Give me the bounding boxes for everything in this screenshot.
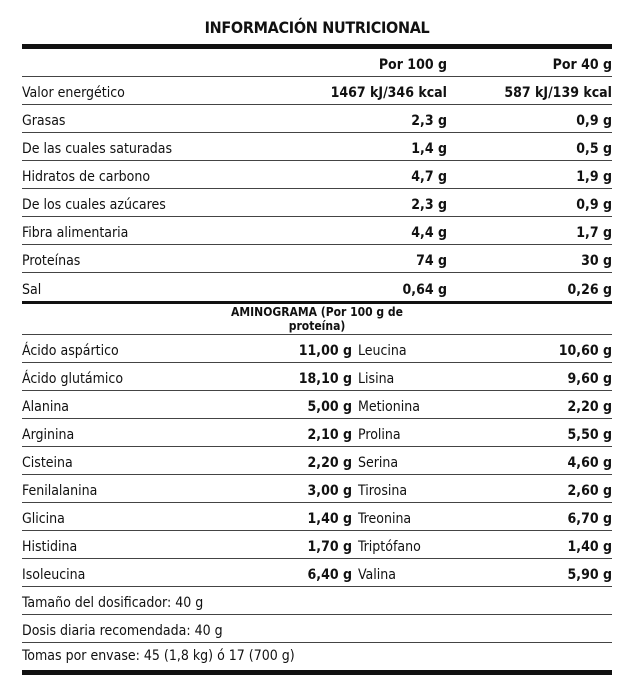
nutrient-name: Valor energético	[22, 85, 125, 101]
amino-name: Alanina	[22, 399, 70, 415]
nutrient-name: Proteínas	[22, 253, 81, 269]
amino-name: Lisina	[358, 371, 395, 387]
table-row	[22, 391, 612, 419]
amino-value: 5,90 g	[567, 567, 612, 583]
nutrition-label	[22, 0, 612, 675]
amino-value: 5,50 g	[567, 427, 612, 443]
label-title: INFORMACIÓN NUTRICIONAL	[204, 18, 430, 37]
nutrient-per100: 4,4 g	[411, 225, 447, 241]
nutrient-name: Sal	[22, 282, 42, 298]
amino-name: Leucina	[358, 343, 407, 359]
servings-per-container: Tomas por envase: 45 (1,8 kg) ó 17 (700 g)	[22, 643, 612, 675]
nutrient-per40: 1,9 g	[576, 169, 612, 185]
nutrient-per40: 0,9 g	[576, 113, 612, 129]
amino-value: 4,60 g	[567, 455, 612, 471]
amino-name: Glicina	[22, 511, 65, 527]
nutrient-per40: 587 kJ/139 kcal	[504, 85, 612, 101]
table-row	[22, 559, 612, 587]
amino-value: 2,20 g	[567, 399, 612, 415]
serving-size: Tamaño del dosificador: 40 g	[22, 587, 612, 615]
nutrient-per100: 4,7 g	[411, 169, 447, 185]
table-row	[22, 273, 612, 301]
nutrient-per40: 0,9 g	[576, 197, 612, 213]
amino-value: 6,70 g	[567, 511, 612, 527]
amino-value: 1,70 g	[307, 539, 352, 555]
amino-name: Triptófano	[358, 539, 421, 555]
nutrient-per40: 0,26 g	[567, 282, 612, 298]
nutrient-per100: 1,4 g	[411, 141, 447, 157]
amino-name: Treonina	[358, 511, 412, 527]
amino-name: Ácido aspártico	[22, 343, 119, 359]
amino-value: 2,20 g	[307, 455, 352, 471]
table-row	[22, 245, 612, 273]
table-row	[22, 77, 612, 105]
nutrient-per40: 30 g	[581, 253, 612, 269]
amino-name: Arginina	[22, 427, 75, 443]
amino-name: Histidina	[22, 539, 78, 555]
amino-name: Ácido glutámico	[22, 371, 124, 387]
nutrient-name: Fibra alimentaria	[22, 225, 129, 241]
amino-value: 3,00 g	[307, 483, 352, 499]
nutrient-per100: 2,3 g	[411, 113, 447, 129]
amino-value: 6,40 g	[307, 567, 352, 583]
amino-value: 18,10 g	[298, 371, 352, 387]
amino-name: Cisteina	[22, 455, 73, 471]
nutrient-per40: 1,7 g	[576, 225, 612, 241]
amino-value: 5,00 g	[307, 399, 352, 415]
amino-value: 11,00 g	[298, 343, 352, 359]
nutrient-name: Grasas	[22, 113, 66, 129]
amino-value: 2,60 g	[567, 483, 612, 499]
aminogram-header	[22, 304, 612, 335]
nutrient-per100: 1467 kJ/346 kcal	[330, 85, 447, 101]
amino-value: 9,60 g	[567, 371, 612, 387]
header-per100: Por 100 g	[378, 57, 447, 73]
footer-info	[22, 587, 612, 675]
table-row	[22, 475, 612, 503]
table-row	[22, 105, 612, 133]
aminogram-table	[22, 335, 612, 587]
table-row	[22, 503, 612, 531]
table-row	[22, 363, 612, 391]
amino-value: 2,10 g	[307, 427, 352, 443]
nutrition-table	[22, 77, 612, 301]
amino-name: Fenilalanina	[22, 483, 98, 499]
daily-dose: Dosis diaria recomendada: 40 g	[22, 615, 612, 643]
nutrient-per100: 0,64 g	[402, 282, 447, 298]
amino-name: Valina	[358, 567, 396, 583]
table-row	[22, 531, 612, 559]
nutrient-per100: 2,3 g	[411, 197, 447, 213]
nutrient-name: Hidratos de carbono	[22, 169, 151, 185]
amino-name: Prolina	[358, 427, 401, 443]
table-row	[22, 161, 612, 189]
amino-value: 10,60 g	[558, 343, 612, 359]
aminogram-title: AMINOGRAMA (Por 100 g de proteína)	[231, 305, 403, 333]
amino-name: Tirosina	[358, 483, 408, 499]
amino-value: 1,40 g	[307, 511, 352, 527]
nutrient-per40: 0,5 g	[576, 141, 612, 157]
column-header-row	[22, 49, 612, 77]
amino-name: Isoleucina	[22, 567, 86, 583]
amino-value: 1,40 g	[567, 539, 612, 555]
table-row	[22, 447, 612, 475]
table-row	[22, 133, 612, 161]
header-per40: Por 40 g	[552, 57, 612, 73]
amino-name: Serina	[358, 455, 399, 471]
nutrient-name: De las cuales saturadas	[22, 141, 173, 157]
amino-name: Metionina	[358, 399, 420, 415]
nutrient-per100: 74 g	[416, 253, 447, 269]
table-row	[22, 217, 612, 245]
table-row	[22, 189, 612, 217]
table-row	[22, 335, 612, 363]
table-row	[22, 419, 612, 447]
nutrient-name: De los cuales azúcares	[22, 197, 166, 213]
